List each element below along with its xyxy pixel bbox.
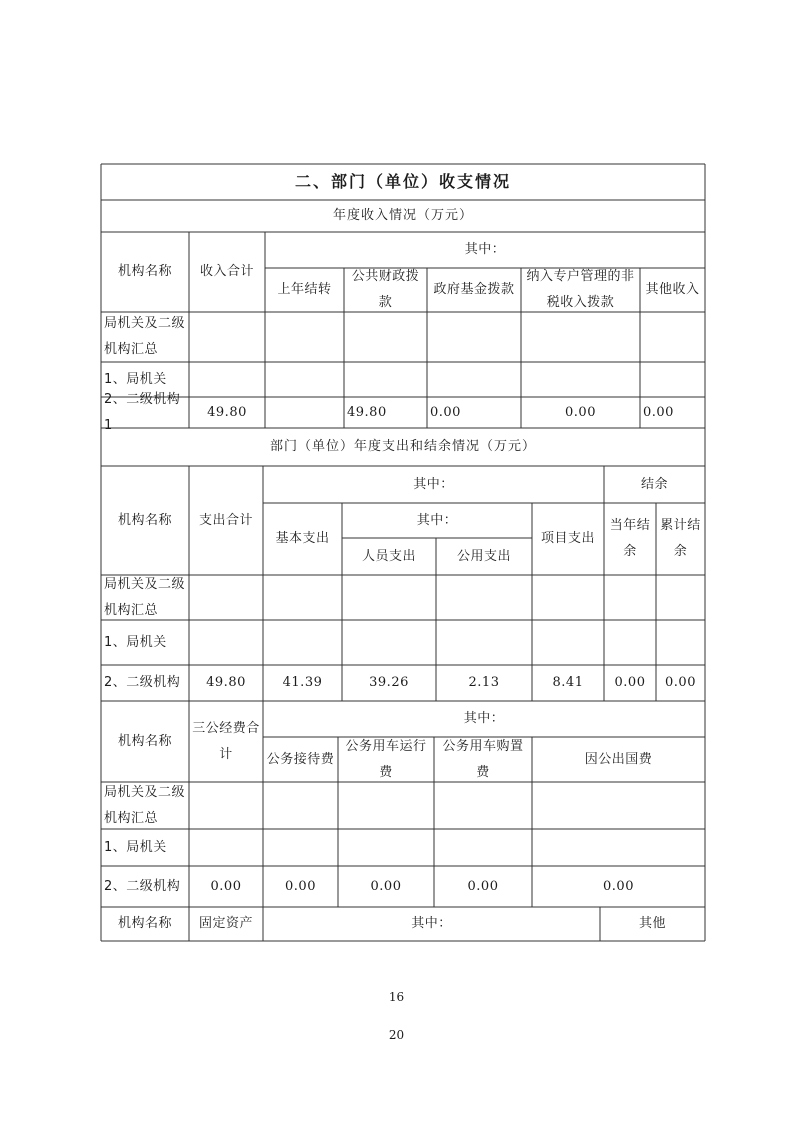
three-public-cell	[338, 782, 434, 829]
expense-cell	[656, 575, 705, 620]
expense-cell	[436, 575, 532, 620]
expense-cell	[656, 620, 705, 665]
expense-cell	[263, 620, 342, 665]
expense-personnel: 人员支出	[361, 548, 416, 564]
expense-cell	[189, 620, 263, 665]
fixed-assets-other: 其他	[638, 916, 666, 931]
three-public-col-name: 机构名称	[117, 733, 172, 749]
section-title: 二、部门（单位）收支情况	[294, 172, 511, 191]
expense-project: 项目支出	[540, 531, 595, 546]
three-public-row-name: 局机关及二级机构汇总	[104, 784, 186, 826]
expense-cell	[342, 620, 436, 665]
expense-cell: 39.26	[369, 675, 409, 690]
expense-col-total: 支出合计	[198, 512, 253, 528]
three-public-col-total: 三公经费合计	[192, 720, 260, 762]
income-row-total	[189, 312, 265, 362]
three-public-cell	[338, 829, 434, 866]
income-cell	[344, 362, 427, 397]
expense-basic: 基本支出	[275, 531, 330, 546]
income-col-name: 机构名称	[117, 264, 172, 279]
three-public-subcol-3: 因公出国费	[584, 751, 653, 767]
income-cell: 0.00	[430, 404, 461, 420]
fixed-assets-col-name: 机构名称	[117, 916, 172, 931]
income-row-name: 局机关及二级机构汇总	[104, 316, 186, 357]
expense-row-name: 局机关及二级机构汇总	[104, 576, 186, 618]
income-cell	[427, 312, 521, 362]
expense-table-title: 部门（单位）年度支出和结余情况（万元）	[269, 439, 536, 454]
income-cell: 49.80	[347, 404, 387, 420]
three-public-subcol-2: 公务用车购置费	[442, 738, 524, 780]
expense-cell: 41.39	[282, 675, 323, 690]
income-cell	[640, 312, 705, 362]
income-subcol-0: 上年结转	[277, 282, 332, 297]
expense-cell	[532, 575, 604, 620]
income-of-which: 其中：	[464, 242, 506, 257]
expense-col-name: 机构名称	[117, 512, 172, 528]
three-public-cell: 0.00	[370, 878, 402, 894]
expense-current-balance: 当年结余	[609, 518, 651, 559]
expense-cell	[604, 620, 656, 665]
income-subcol-3: 纳入专户管理的非税收入拨款	[526, 269, 635, 310]
three-public-cell: 0.00	[467, 878, 499, 894]
income-cell	[265, 362, 344, 397]
three-public-cell: 0.00	[603, 878, 634, 894]
expense-cell: 2.13	[468, 675, 500, 690]
three-public-row-name: 1、局机关	[104, 839, 167, 855]
income-row-total	[189, 362, 265, 397]
income-cell	[521, 362, 640, 397]
three-public-subcol-0: 公务接待费	[266, 751, 335, 767]
income-row-name: 1、局机关	[104, 371, 167, 387]
income-cell	[521, 312, 640, 362]
fixed-assets-col-total: 固定资产	[198, 916, 253, 931]
income-row-total: 49.80	[207, 404, 247, 420]
expense-public-use: 公用支出	[456, 548, 511, 564]
income-subcol-1: 公共财政拨款	[351, 269, 420, 310]
income-table-title: 年度收入情况（万元）	[332, 208, 473, 223]
income-cell	[344, 312, 427, 362]
three-public-cell	[434, 782, 532, 829]
three-public-of-which: 其中：	[463, 711, 505, 726]
income-row-name: 2、二级机构 1	[104, 391, 181, 433]
three-public-cell: 0.00	[285, 878, 316, 894]
expense-cell	[436, 620, 532, 665]
expense-row-name: 2、二级机构	[104, 675, 181, 690]
expense-cell: 0.00	[665, 675, 696, 690]
income-cell: 0.00	[565, 404, 596, 420]
three-public-cell	[434, 829, 532, 866]
expense-cell	[263, 575, 342, 620]
page-number-outer: 20	[388, 1028, 405, 1042]
three-public-cell: 0.00	[210, 878, 242, 894]
expense-balance: 结余	[640, 476, 668, 492]
three-public-row-name: 2、二级机构	[104, 878, 181, 894]
income-cell: 0.00	[643, 404, 674, 420]
fixed-assets-of-which: 其中：	[411, 916, 452, 931]
expense-cell: 0.00	[614, 675, 646, 690]
income-cell	[427, 362, 521, 397]
income-cell	[265, 397, 344, 428]
income-subcol-2: 政府基金拨款	[433, 282, 515, 297]
expense-of-which: 其中：	[413, 476, 454, 492]
three-public-cell	[263, 782, 338, 829]
expense-cell	[189, 575, 263, 620]
three-public-cell	[189, 782, 263, 829]
expense-basic-of-which: 其中：	[416, 512, 458, 528]
expense-row-name: 1、局机关	[104, 634, 167, 650]
income-col-total: 收入合计	[199, 264, 254, 279]
three-public-cell	[532, 829, 705, 866]
expense-cell	[604, 575, 656, 620]
expense-cell: 49.80	[206, 675, 246, 690]
three-public-cell	[263, 829, 338, 866]
income-cell	[640, 362, 705, 397]
expense-cell	[532, 620, 604, 665]
expense-cumulative-balance: 累计结余	[660, 518, 701, 559]
expense-cell: 8.41	[552, 675, 584, 690]
three-public-cell	[189, 829, 263, 866]
income-subcol-4: 其他收入	[645, 282, 700, 297]
income-cell	[265, 312, 344, 362]
expense-cell	[342, 575, 436, 620]
three-public-cell	[532, 782, 705, 829]
page-number-inner: 16	[388, 990, 405, 1004]
three-public-subcol-1: 公务用车运行费	[345, 738, 427, 780]
